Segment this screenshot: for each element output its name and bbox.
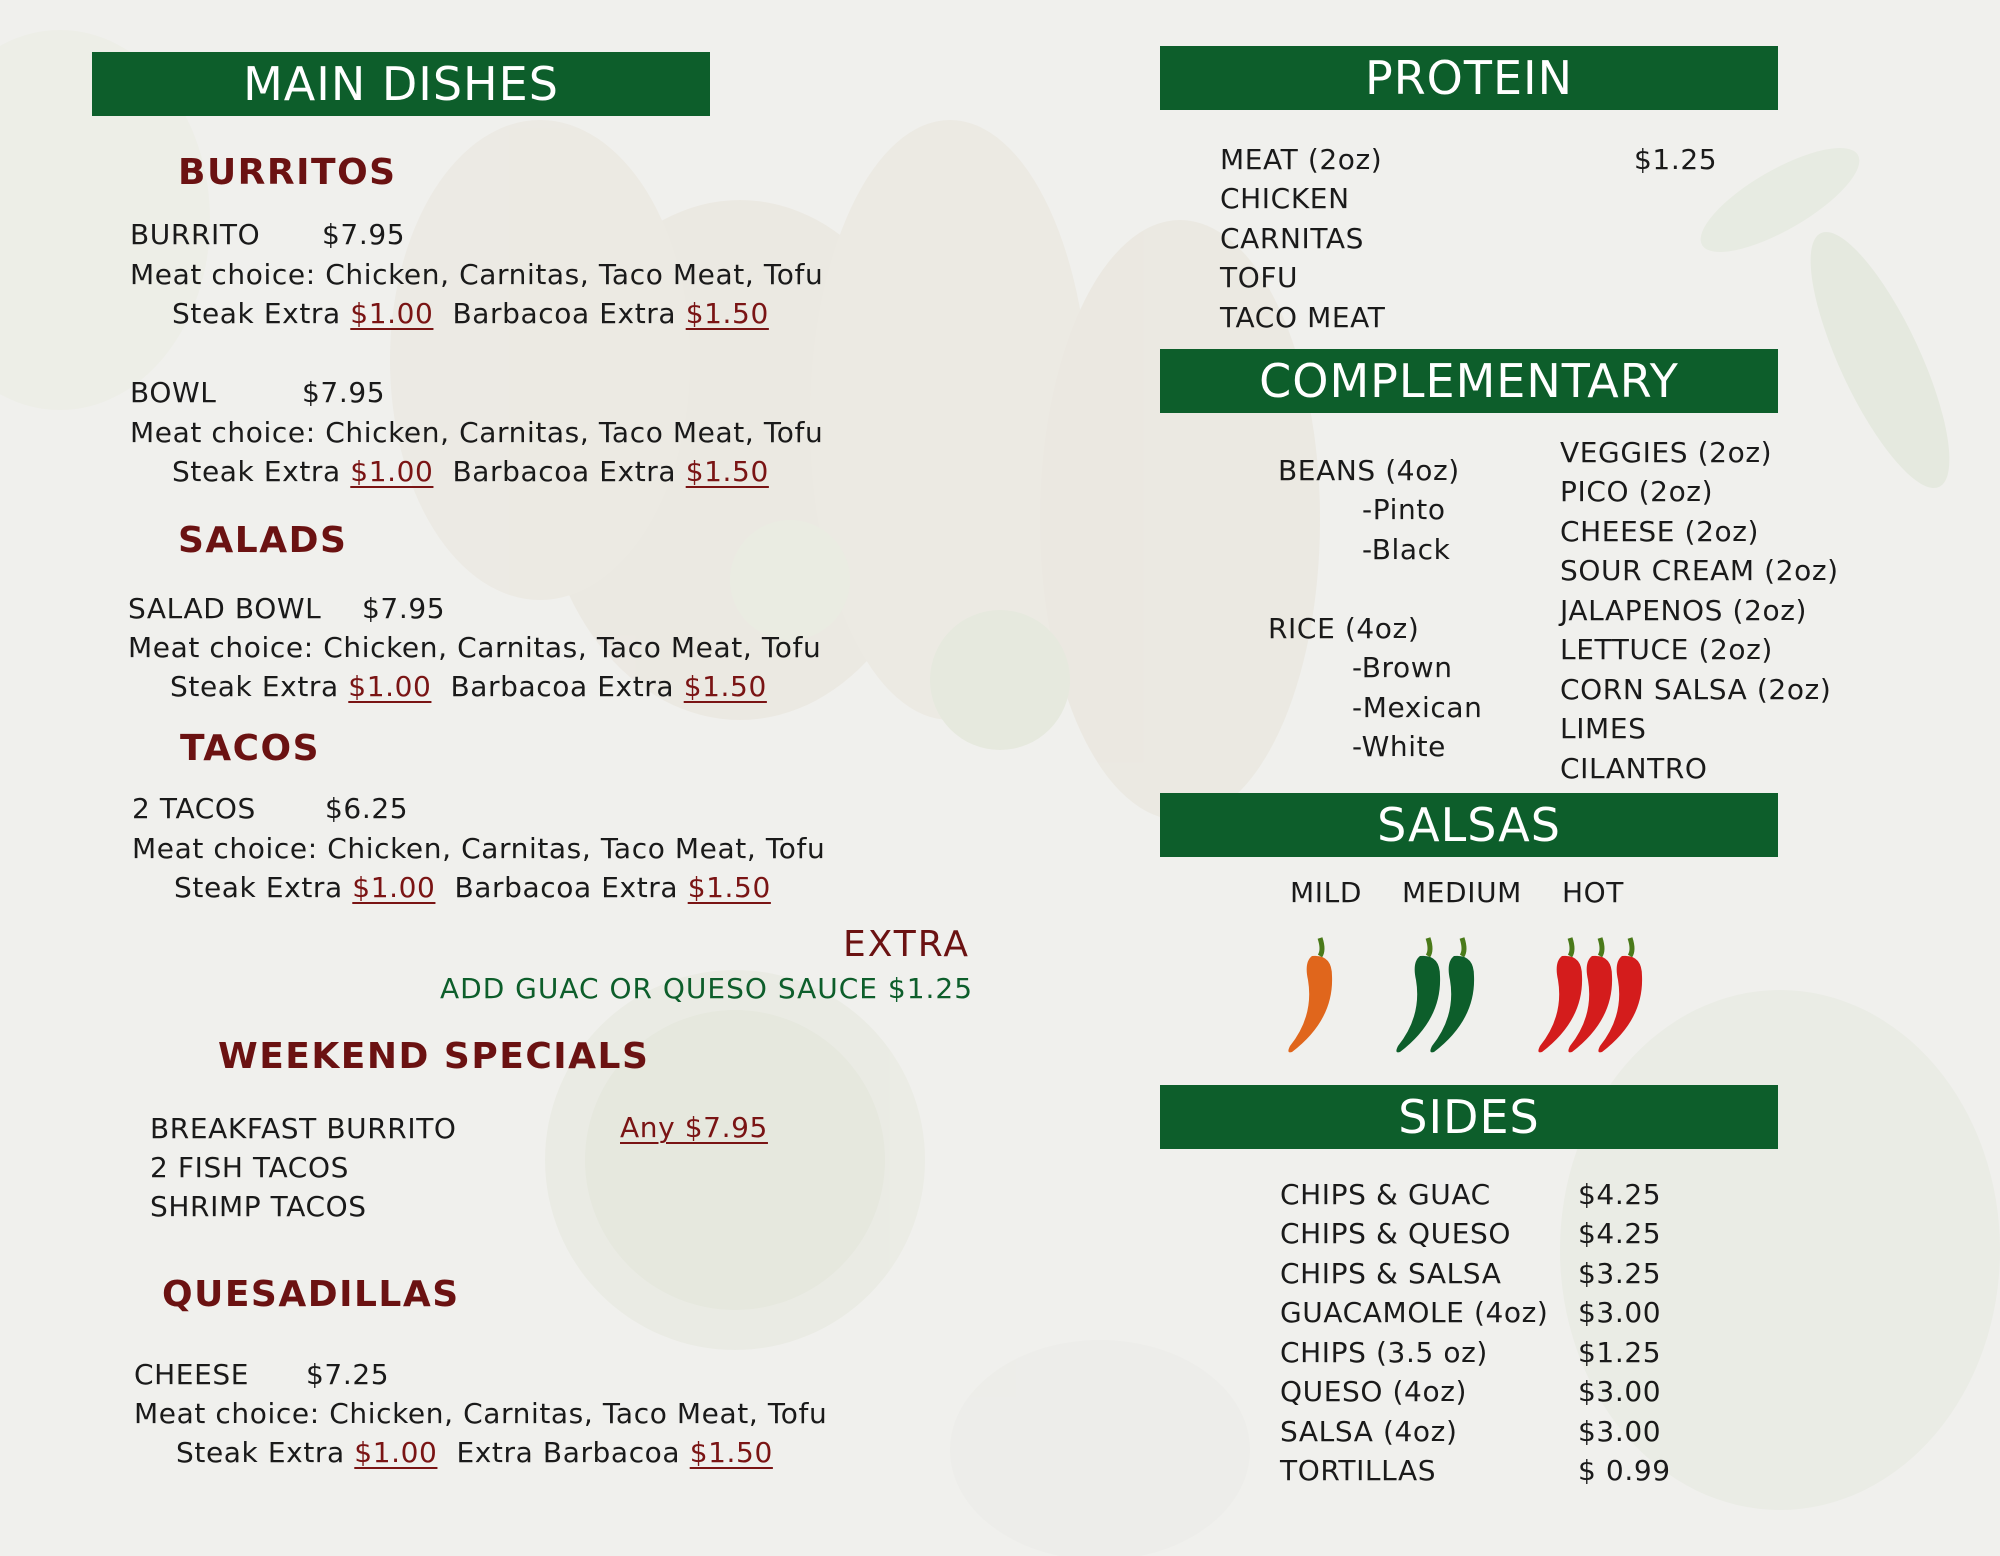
burritos-title: BURRITOS xyxy=(178,152,397,193)
steak-extra-price: $1.00 xyxy=(352,871,436,904)
protein-item: CHICKEN xyxy=(1220,182,1350,215)
barbacoa-extra-price: $1.50 xyxy=(683,670,767,703)
complementary-item: CILANTRO xyxy=(1560,752,1708,785)
side-item-price: $3.00 xyxy=(1578,1415,1662,1448)
side-item-name: QUESO (4oz) xyxy=(1280,1375,1468,1408)
complementary-item: VEGGIES (2oz) xyxy=(1560,436,1773,469)
barbacoa-extra-label: Barbacoa Extra xyxy=(454,871,679,904)
rice-option: -Brown xyxy=(1352,651,1453,684)
salad-bowl-price: $7.95 xyxy=(362,592,446,625)
complementary-item: CORN SALSA (2oz) xyxy=(1560,673,1832,706)
barbacoa-extra-label: Barbacoa Extra xyxy=(452,297,677,330)
side-item-name: CHIPS & QUESO xyxy=(1280,1217,1511,1250)
side-item-price: $4.25 xyxy=(1578,1217,1662,1250)
steak-extra-label: Steak Extra xyxy=(172,297,341,330)
quesadilla-name: CHEESE xyxy=(134,1358,250,1391)
protein-header: PROTEIN xyxy=(1160,46,1778,110)
complementary-item: JALAPENOS (2oz) xyxy=(1560,594,1808,627)
salsa-level-label: MILD xyxy=(1290,876,1362,909)
barbacoa-extra-price: $1.50 xyxy=(687,871,771,904)
side-item-name: CHIPS (3.5 oz) xyxy=(1280,1336,1488,1369)
tacos-price: $6.25 xyxy=(325,792,409,825)
barbacoa-extra-label: Barbacoa Extra xyxy=(452,455,677,488)
weekend-item: BREAKFAST BURRITO xyxy=(150,1112,457,1145)
side-item-name: CHIPS & SALSA xyxy=(1280,1257,1502,1290)
salsa-level-label: MEDIUM xyxy=(1402,876,1522,909)
barbacoa-extra-price: $1.50 xyxy=(685,455,769,488)
weekend-specials-title: WEEKEND SPECIALS xyxy=(218,1036,650,1077)
beans-option: -Pinto xyxy=(1362,493,1446,526)
salsa-level-label: HOT xyxy=(1562,876,1624,909)
main-dishes-header: MAIN DISHES xyxy=(92,52,710,116)
rice-option: -White xyxy=(1352,730,1446,763)
steak-extra-label: Steak Extra xyxy=(172,455,341,488)
bowl-name: BOWL xyxy=(130,376,217,409)
complementary-item: LETTUCE (2oz) xyxy=(1560,633,1773,666)
extra-title: EXTRA xyxy=(843,924,970,965)
quesadilla-extras xyxy=(176,1436,773,1469)
steak-extra-label: Steak Extra xyxy=(176,1436,345,1469)
burrito-extras xyxy=(172,297,769,330)
steak-extra-price: $1.00 xyxy=(348,670,432,703)
salad-bowl-name: SALAD BOWL xyxy=(128,592,322,625)
steak-extra-price: $1.00 xyxy=(350,455,434,488)
barbacoa-extra-price: $1.50 xyxy=(689,1436,773,1469)
barbacoa-extra-price: $1.50 xyxy=(685,297,769,330)
complementary-item: PICO (2oz) xyxy=(1560,475,1714,508)
tacos-title: TACOS xyxy=(180,728,321,769)
beans-option: -Black xyxy=(1362,533,1451,566)
salads-title: SALADS xyxy=(178,520,348,561)
side-item-price: $3.00 xyxy=(1578,1375,1662,1408)
side-item-price: $3.00 xyxy=(1578,1296,1662,1329)
protein-item: TOFU xyxy=(1220,261,1299,294)
side-item-name: GUACAMOLE (4oz) xyxy=(1280,1296,1549,1329)
steak-extra-price: $1.00 xyxy=(354,1436,438,1469)
tacos-name: 2 TACOS xyxy=(132,792,256,825)
side-item-name: TORTILLAS xyxy=(1280,1454,1437,1487)
protein-item: CARNITAS xyxy=(1220,222,1365,255)
burrito-name: BURRITO xyxy=(130,218,261,251)
steak-extra-label: Steak Extra xyxy=(170,670,339,703)
side-item-price: $3.25 xyxy=(1578,1257,1662,1290)
medium-pepper-icon xyxy=(1388,930,1498,1060)
salad-extras xyxy=(170,670,767,703)
tacos-meat-choice: Meat choice: Chicken, Carnitas, Taco Meat, Tofu xyxy=(132,832,826,865)
steak-extra-label: Steak Extra xyxy=(174,871,343,904)
side-item-name: CHIPS & GUAC xyxy=(1280,1178,1491,1211)
steak-extra-price: $1.00 xyxy=(350,297,434,330)
bowl-extras xyxy=(172,455,769,488)
protein-item: MEAT (2oz) xyxy=(1220,143,1383,176)
complementary-item: SOUR CREAM (2oz) xyxy=(1560,554,1839,587)
bowl-meat-choice: Meat choice: Chicken, Carnitas, Taco Meat, Tofu xyxy=(130,416,824,449)
protein-price: $1.25 xyxy=(1634,143,1718,176)
protein-item: TACO MEAT xyxy=(1220,301,1386,334)
weekend-item: 2 FISH TACOS xyxy=(150,1151,349,1184)
complementary-item: CHEESE (2oz) xyxy=(1560,515,1760,548)
sides-header: SIDES xyxy=(1160,1085,1778,1149)
weekend-price: Any $7.95 xyxy=(620,1111,768,1144)
burrito-price: $7.95 xyxy=(322,218,406,251)
side-item-price: $4.25 xyxy=(1578,1178,1662,1211)
salad-meat-choice: Meat choice: Chicken, Carnitas, Taco Meat, Tofu xyxy=(128,631,822,664)
extra-note: ADD GUAC OR QUESO SAUCE $1.25 xyxy=(440,972,974,1005)
beans-title: BEANS (4oz) xyxy=(1278,454,1460,487)
quesadilla-meat-choice: Meat choice: Chicken, Carnitas, Taco Meat, Tofu xyxy=(134,1397,828,1430)
side-item-name: SALSA (4oz) xyxy=(1280,1415,1458,1448)
quesadilla-price: $7.25 xyxy=(306,1358,390,1391)
bowl-price: $7.95 xyxy=(302,376,386,409)
complementary-item: LIMES xyxy=(1560,712,1647,745)
mild-pepper-icon xyxy=(1280,930,1350,1060)
side-item-price: $ 0.99 xyxy=(1578,1454,1671,1487)
side-item-price: $1.25 xyxy=(1578,1336,1662,1369)
salsas-header: SALSAS xyxy=(1160,793,1778,857)
barbacoa-extra-label: Extra Barbacoa xyxy=(456,1436,681,1469)
hot-pepper-icon xyxy=(1530,930,1680,1060)
complementary-header: COMPLEMENTARY xyxy=(1160,349,1778,413)
quesadillas-title: QUESADILLAS xyxy=(162,1274,460,1315)
tacos-extras xyxy=(174,871,771,904)
burrito-meat-choice: Meat choice: Chicken, Carnitas, Taco Meat, Tofu xyxy=(130,258,824,291)
rice-title: RICE (4oz) xyxy=(1268,612,1420,645)
rice-option: -Mexican xyxy=(1352,691,1483,724)
barbacoa-extra-label: Barbacoa Extra xyxy=(450,670,675,703)
weekend-item: SHRIMP TACOS xyxy=(150,1190,367,1223)
